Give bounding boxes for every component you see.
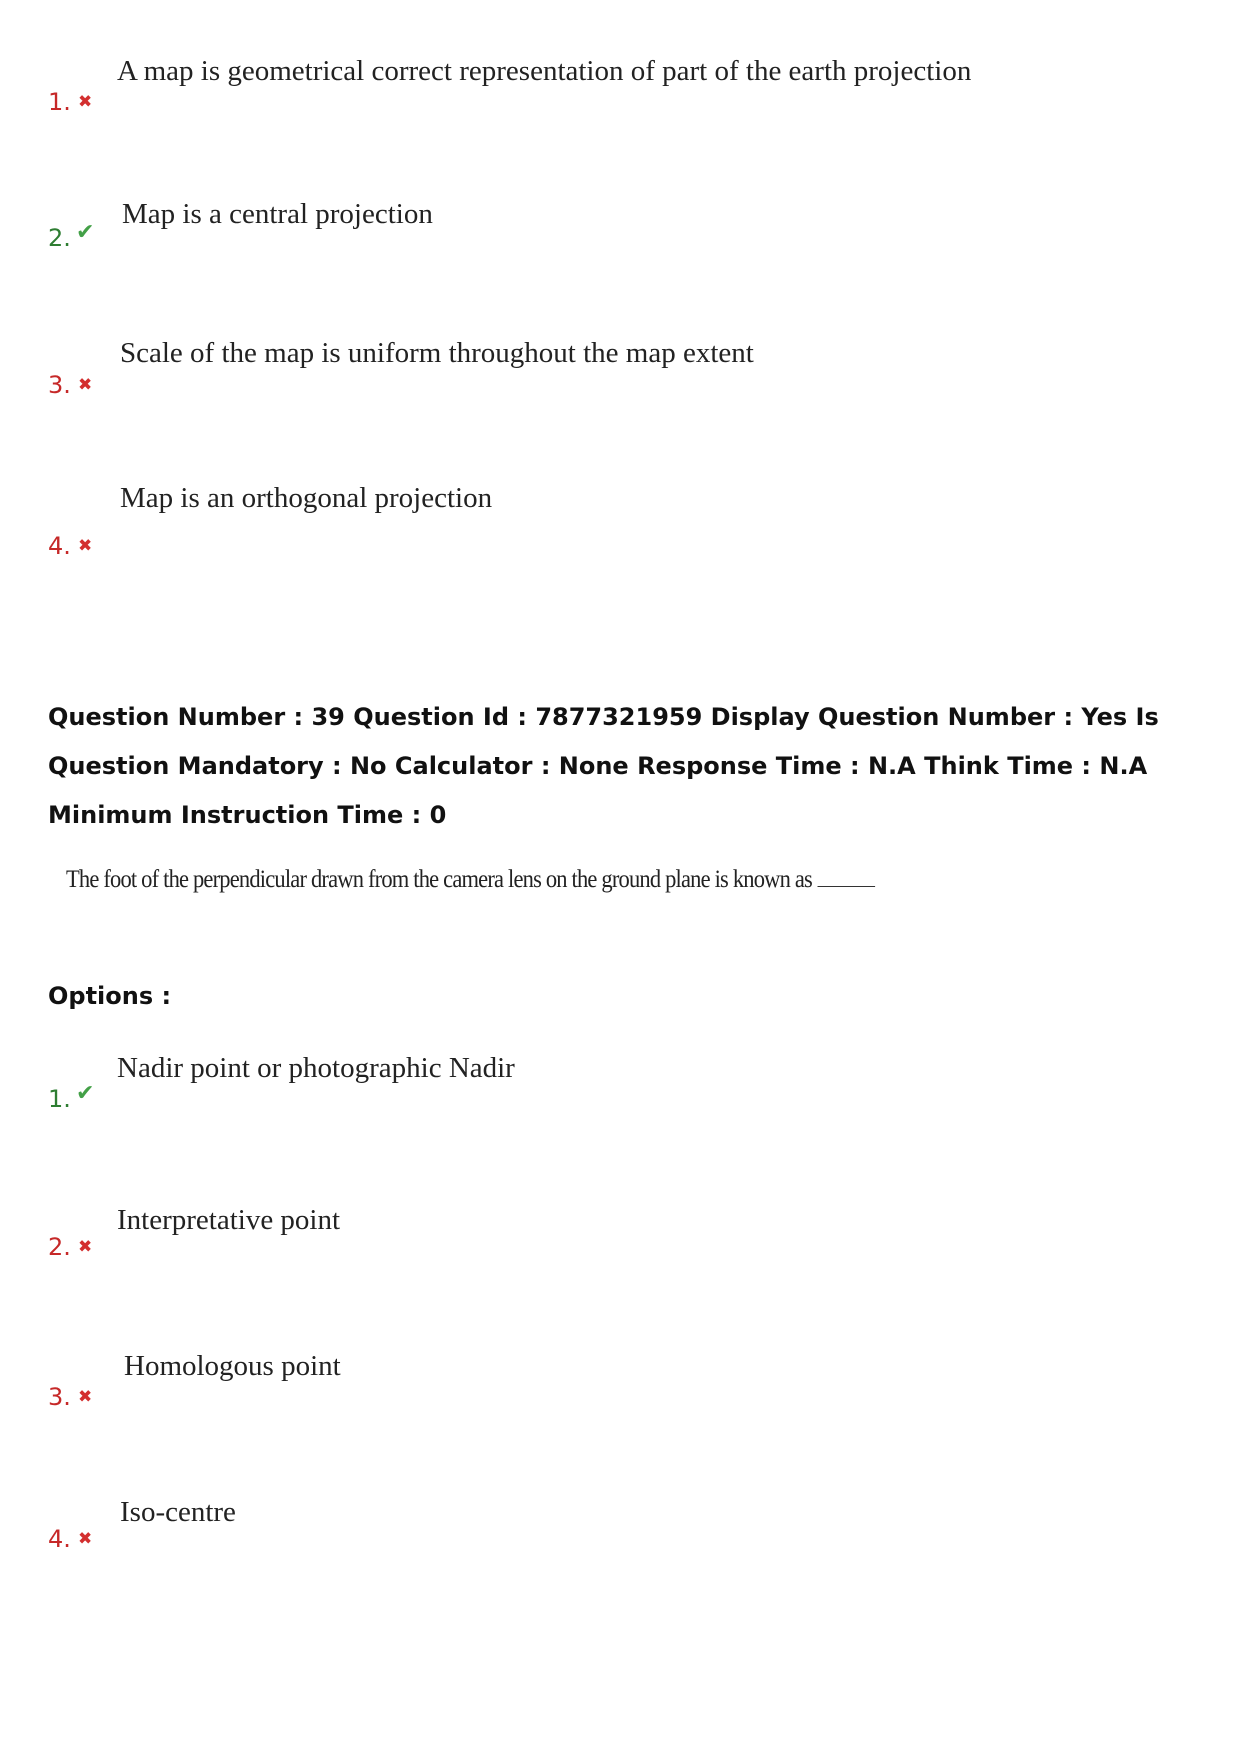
prev-option-4-number: 4. (48, 532, 71, 560)
cross-icon: ✖ (78, 92, 93, 112)
answer-blank (817, 868, 875, 887)
cross-icon: ✖ (78, 536, 93, 556)
cross-icon: ✖ (78, 1529, 93, 1549)
cross-icon: ✖ (78, 1237, 93, 1257)
question-metadata: Question Number : 39 Question Id : 7877321959 Display Question Number : Yes Is Question Mandatory : No Calculator : None Response Time : N.A Think Time : N.A Minimum Instruction Time : 0 (48, 703, 1159, 829)
option-4 (0, 1496, 1240, 1576)
check-icon: ✔ (76, 220, 95, 245)
prev-option-2-text: Map is a central projection (122, 198, 433, 230)
options-label: Options : (48, 982, 172, 1010)
option-3-number: 3. (48, 1383, 71, 1411)
prev-option-2-number: 2. (48, 224, 71, 252)
option-3 (0, 1350, 1240, 1430)
prev-option-4-text: Map is an orthogonal projection (120, 482, 493, 514)
option-2-text: Interpretative point (117, 1204, 341, 1236)
prev-option-3-number: 3. (48, 371, 71, 399)
prev-option-3 (0, 337, 1240, 417)
cross-icon: ✖ (78, 1387, 93, 1407)
prev-option-1-number: 1. (48, 88, 71, 116)
prev-option-3-text: Scale of the map is uniform throughout the map extent (120, 337, 754, 369)
prev-option-2 (0, 198, 1240, 278)
prev-option-1-text: A map is geometrical correct representation of part of the earth projection (117, 55, 972, 87)
option-4-number: 4. (48, 1525, 71, 1553)
option-1-text: Nadir point or photographic Nadir (117, 1052, 515, 1084)
check-icon: ✔ (76, 1081, 95, 1106)
prev-option-4 (0, 482, 1240, 562)
option-1 (0, 1052, 1240, 1132)
question-text-content: The foot of the perpendicular drawn from the camera lens on the ground plane is known as (66, 866, 812, 893)
option-1-number: 1. (48, 1085, 71, 1113)
option-2 (0, 1204, 1240, 1284)
question-text (66, 866, 875, 894)
option-2-number: 2. (48, 1233, 71, 1261)
cross-icon: ✖ (78, 375, 93, 395)
option-3-text: Homologous point (124, 1350, 341, 1382)
option-4-text: Iso-centre (120, 1496, 236, 1528)
prev-option-1 (0, 55, 1240, 135)
